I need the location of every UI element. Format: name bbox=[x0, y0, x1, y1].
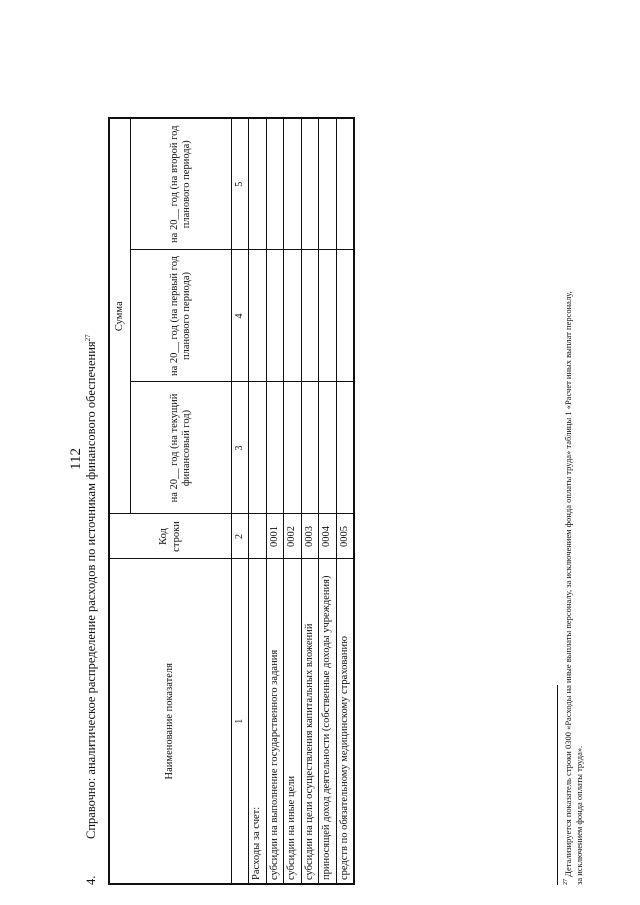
value-cell bbox=[284, 382, 302, 514]
table-row bbox=[249, 118, 267, 884]
value-cell bbox=[319, 382, 337, 514]
table-row bbox=[336, 118, 354, 884]
row-code bbox=[249, 514, 267, 559]
table-row bbox=[319, 118, 337, 884]
row-code: 0001 bbox=[266, 514, 284, 559]
row-name: субсидии на цели осуществления капитальных вложений bbox=[301, 559, 319, 884]
value-cell bbox=[249, 118, 267, 250]
row-name: средств по обязательному медицинскому страхованию bbox=[336, 559, 354, 884]
value-cell bbox=[266, 382, 284, 514]
row-name: субсидии на выполнение государственного задания bbox=[266, 559, 284, 884]
value-cell bbox=[336, 382, 354, 514]
value-cell bbox=[336, 250, 354, 382]
value-cell bbox=[301, 382, 319, 514]
row-name: субсидии на иные цели bbox=[284, 559, 302, 884]
footnote-ref: 27 bbox=[84, 334, 92, 342]
column-numbers-row bbox=[232, 118, 249, 884]
table-row bbox=[301, 118, 319, 884]
value-cell bbox=[319, 118, 337, 250]
row-code: 0002 bbox=[284, 514, 302, 559]
column-number: 2 bbox=[232, 514, 249, 559]
value-cell bbox=[266, 118, 284, 250]
value-cell bbox=[249, 382, 267, 514]
value-cell bbox=[249, 250, 267, 382]
section-number: 4. bbox=[84, 875, 99, 885]
row-code: 0005 bbox=[336, 514, 354, 559]
value-cell bbox=[284, 118, 302, 250]
row-name: Расходы за счет: bbox=[249, 559, 267, 884]
column-number: 4 bbox=[232, 250, 249, 382]
value-cell bbox=[284, 250, 302, 382]
row-code: 0004 bbox=[319, 514, 337, 559]
column-number: 5 bbox=[232, 118, 249, 250]
row-name: приносящей доход деятельности (собственные доходы учреждения) bbox=[319, 559, 337, 884]
header-year-second: на 20__ год (на второй год планового периода) bbox=[131, 118, 232, 250]
footnote-text: Детализируется показатель строки 0300 «Расходы на иные выплаты персоналу, за исключением фонда оплаты труда» таблицы 1 «Расчет иных выплат персоналу, за исключением фонда оплаты труда». bbox=[562, 291, 585, 885]
value-cell bbox=[301, 118, 319, 250]
footnote-separator bbox=[557, 685, 558, 885]
header-sum: Сумма bbox=[109, 118, 131, 514]
footnote-marker: 27 bbox=[563, 879, 569, 885]
column-number: 3 bbox=[232, 382, 249, 514]
header-indicator-name: Наименование показателя bbox=[109, 559, 232, 884]
expenses-table bbox=[108, 117, 355, 885]
footnote bbox=[562, 285, 586, 885]
table-row bbox=[284, 118, 302, 884]
page-number: 112 bbox=[68, 448, 84, 470]
value-cell bbox=[266, 250, 284, 382]
row-code: 0003 bbox=[301, 514, 319, 559]
section-title: Справочно: аналитическое распределение расходов по источникам финансового обеспечения bbox=[84, 341, 99, 839]
header-row-code: Код строки bbox=[109, 514, 232, 559]
header-year-first: на 20__ год (на первый год планового периода) bbox=[131, 250, 232, 382]
header-year-current: на 20__ год (на текущий финансовый год) bbox=[131, 382, 232, 514]
value-cell bbox=[336, 118, 354, 250]
value-cell bbox=[301, 250, 319, 382]
value-cell bbox=[319, 250, 337, 382]
table-row bbox=[266, 118, 284, 884]
table-header-row bbox=[109, 118, 131, 884]
column-number: 1 bbox=[232, 559, 249, 884]
section-heading bbox=[84, 334, 99, 885]
